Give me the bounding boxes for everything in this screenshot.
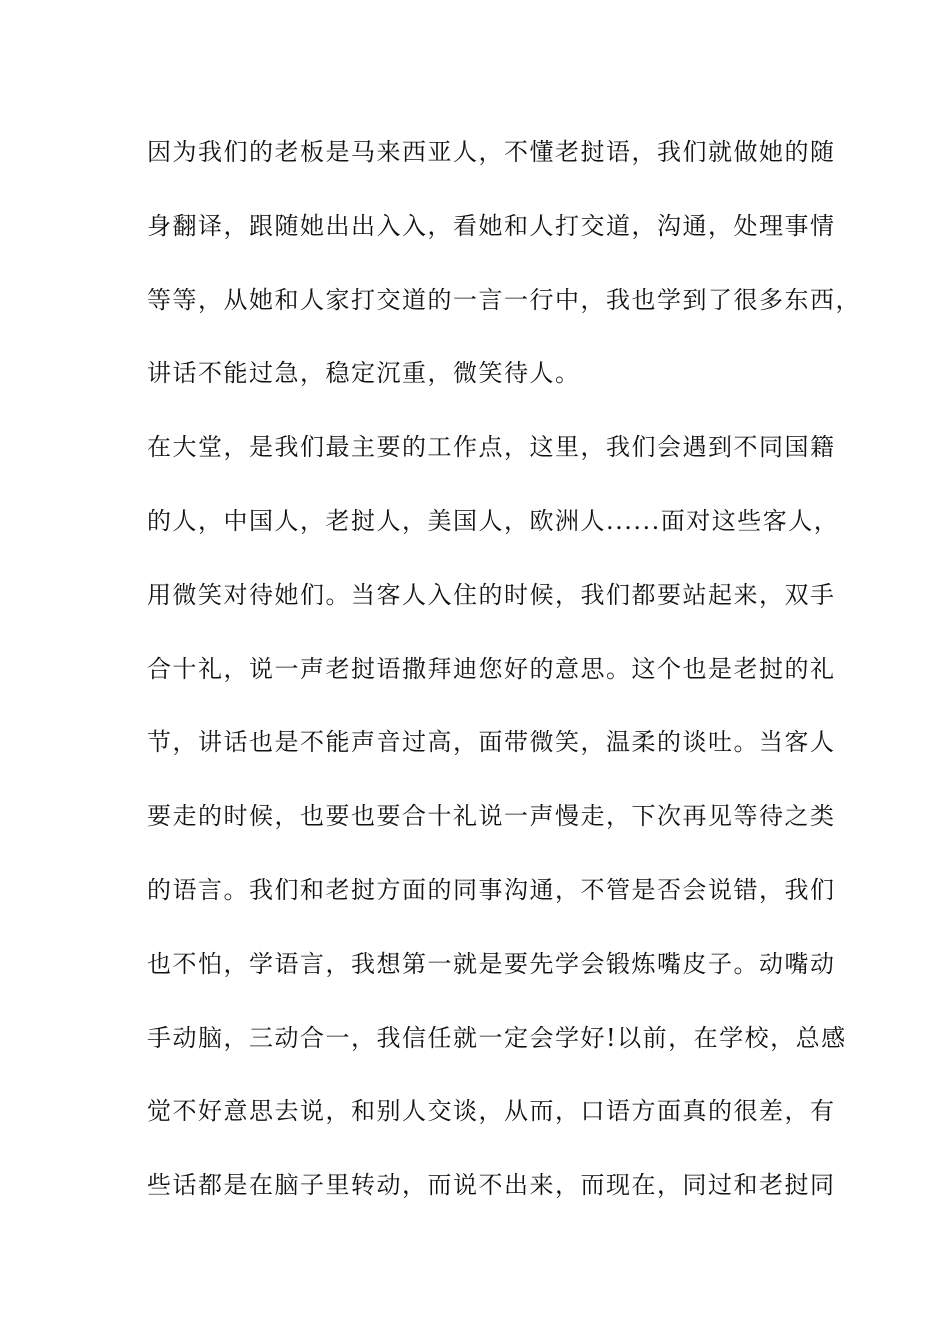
text-line: 因为我们的老板是马来西亚人，不懂老挝语，我们就做她的随 [147,138,836,166]
text-line: 在大堂，是我们最主要的工作点，这里，我们会遇到不同国籍 [147,433,836,462]
text-line: 些话都是在脑子里转动，而说不出来，而现在，同过和老挝同 [147,1171,836,1200]
body-text [147,133,861,1240]
text-line: 用微笑对待她们。当客人入住的时候，我们都要站起来，双手 [147,580,836,609]
text-line: 手动脑，三动合一，我信任就一定会学好!以前，在学校，总感 [147,1023,847,1052]
text-line: 的语言。我们和老挝方面的同事沟通，不管是否会说错，我们 [147,875,836,904]
text-line: 觉不好意思去说，和别人交谈，从而，口语方面真的很差，有 [147,1097,836,1126]
text-line: 节，讲话也是不能声音过高，面带微笑，温柔的谈吐。当客人 [147,728,836,757]
text-line: 身翻译，跟随她出出入入，看她和人打交道，沟通，处理事情 [147,211,836,240]
text-line: 的人，中国人，老挝人，美国人，欧洲人......面对这些客人， [147,506,840,535]
text-line: 讲话不能过急，稳定沉重，微笑待人。 [147,359,581,388]
text-line: 等等，从她和人家打交道的一言一行中，我也学到了很多东西， [147,285,861,314]
text-line: 也不怕，学语言，我想第一就是要先学会锻炼嘴皮子。动嘴动 [147,949,836,978]
text-line: 要走的时候，也要也要合十礼说一声慢走，下次再见等待之类 [147,802,836,831]
text-line: 合十礼，说一声老挝语撒拜迪您好的意思。这个也是老挝的礼 [147,654,836,683]
